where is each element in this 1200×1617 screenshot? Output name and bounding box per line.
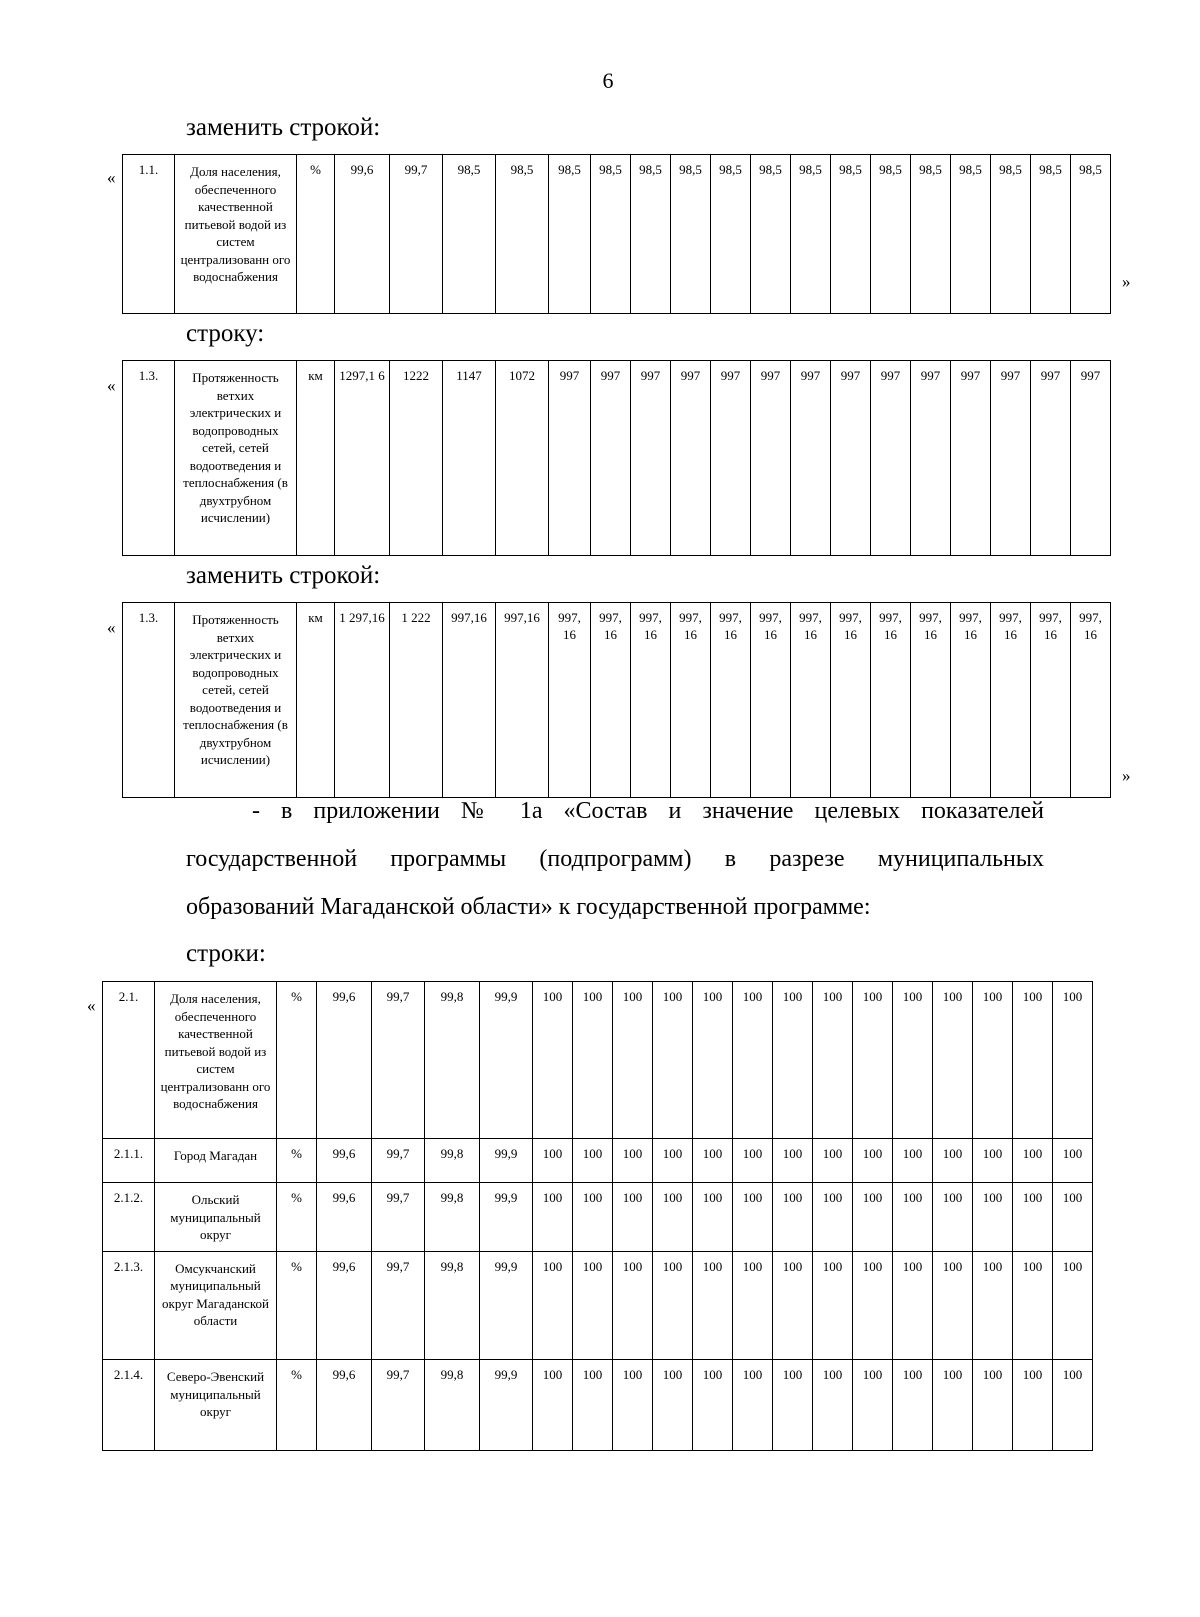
value-cell: 99,8 — [425, 1360, 480, 1451]
value-cell: 100 — [653, 1183, 693, 1251]
value-cell: 997 — [631, 361, 671, 556]
value-cell: 997 — [991, 361, 1031, 556]
table-row — [103, 1183, 1134, 1251]
table-new-1-3 — [122, 602, 1153, 798]
value-cell: 997 — [831, 361, 871, 556]
value-cell: 997 — [591, 361, 631, 556]
value-cell: 99,8 — [425, 982, 480, 1139]
indicator-name: Протяженность ветхих электрических и водопроводных сетей, сетей водоотведения и теплоснабжения (в двухтрубном исчислении) — [175, 361, 297, 556]
value-cell: 99,8 — [425, 1183, 480, 1251]
value-cell: 997, 16 — [911, 603, 951, 798]
value-cell: 99,7 — [372, 1139, 425, 1183]
value-cell: 100 — [773, 1139, 813, 1183]
value-cell: 100 — [613, 1183, 653, 1251]
value-cell: 997,16 — [496, 603, 549, 798]
value-cell: 100 — [973, 1251, 1013, 1360]
value-cell: 100 — [533, 1139, 573, 1183]
value-cell: 98,5 — [671, 155, 711, 314]
value-cell: 99,6 — [335, 155, 390, 314]
value-cell: 99,6 — [317, 982, 372, 1139]
value-cell: 100 — [933, 1183, 973, 1251]
value-cell: 997, 16 — [831, 603, 871, 798]
open-quote-1: « — [107, 168, 116, 187]
value-cell: 997, 16 — [671, 603, 711, 798]
value-cell: 100 — [973, 982, 1013, 1139]
value-cell: 100 — [1053, 1139, 1093, 1183]
value-cell: 98,5 — [443, 155, 496, 314]
value-cell: 100 — [773, 1251, 813, 1360]
indicator-name: Северо-Эвенский муниципальный округ — [155, 1360, 277, 1451]
value-cell: 99,6 — [317, 1360, 372, 1451]
indicator-name: Ольский муниципальный округ — [155, 1183, 277, 1251]
value-cell: 100 — [933, 1139, 973, 1183]
value-cell: 100 — [613, 1139, 653, 1183]
table-row — [123, 361, 1153, 556]
open-quote-3: « — [107, 618, 116, 637]
value-cell: 1222 — [390, 361, 443, 556]
paragraph-line-2: государственной программы (подпрограмм) в разрезе муниципальных — [186, 846, 1044, 872]
value-cell: 997, 16 — [1071, 603, 1111, 798]
value-cell: 100 — [813, 1183, 853, 1251]
value-cell: 100 — [693, 1360, 733, 1451]
unit: % — [297, 155, 335, 314]
unit: км — [297, 603, 335, 798]
value-cell: 99,7 — [390, 155, 443, 314]
value-cell: 98,5 — [1031, 155, 1071, 314]
unit: % — [277, 1360, 317, 1451]
value-cell: 997, 16 — [711, 603, 751, 798]
indicator-name: Доля населения, обеспеченного качественной питьевой водой из систем централизованн ого водоснабжения — [155, 982, 277, 1139]
value-cell: 100 — [533, 1251, 573, 1360]
value-cell: 1147 — [443, 361, 496, 556]
value-cell: 100 — [773, 1360, 813, 1451]
value-cell: 100 — [773, 982, 813, 1139]
value-cell: 100 — [893, 982, 933, 1139]
value-cell: 997 — [911, 361, 951, 556]
value-cell: 99,9 — [480, 982, 533, 1139]
value-cell: 99,6 — [317, 1183, 372, 1251]
value-cell: 997, 16 — [549, 603, 591, 798]
value-cell: 100 — [733, 982, 773, 1139]
table-row — [103, 1139, 1134, 1183]
table-row — [103, 1360, 1134, 1451]
indicator-name: Протяженность ветхих электрических и водопроводных сетей, сетей водоотведения и теплоснабжения (в двухтрубном исчислении) — [175, 603, 297, 798]
value-cell: 1072 — [496, 361, 549, 556]
value-cell: 997, 16 — [871, 603, 911, 798]
value-cell: 98,5 — [711, 155, 751, 314]
value-cell: 997 — [1031, 361, 1071, 556]
indicator-name: Доля населения, обеспеченного качественной питьевой водой из систем централизованн ого водоснабжения — [175, 155, 297, 314]
row-number: 2.1. — [103, 982, 155, 1139]
table-row — [103, 1251, 1134, 1360]
value-cell: 100 — [1053, 1251, 1093, 1360]
value-cell: 99,8 — [425, 1139, 480, 1183]
value-cell: 100 — [533, 1183, 573, 1251]
value-cell: 100 — [573, 1139, 613, 1183]
replace-heading-1: заменить строкой: — [186, 114, 381, 141]
table-appendix-1a — [102, 981, 1134, 1451]
value-cell: 100 — [933, 1251, 973, 1360]
value-cell: 98,5 — [631, 155, 671, 314]
value-cell: 99,6 — [317, 1251, 372, 1360]
value-cell: 100 — [1053, 1360, 1093, 1451]
value-cell: 1 297,16 — [335, 603, 390, 798]
value-cell: 98,5 — [991, 155, 1031, 314]
value-cell: 997, 16 — [751, 603, 791, 798]
value-cell: 100 — [613, 1360, 653, 1451]
value-cell: 100 — [893, 1251, 933, 1360]
value-cell: 99,7 — [372, 1183, 425, 1251]
value-cell: 100 — [693, 1139, 733, 1183]
value-cell: 98,5 — [496, 155, 549, 314]
value-cell: 997 — [711, 361, 751, 556]
value-cell: 997 — [791, 361, 831, 556]
value-cell: 98,5 — [1071, 155, 1111, 314]
value-cell: 100 — [653, 1139, 693, 1183]
open-quote-2: « — [107, 376, 116, 395]
value-cell: 100 — [573, 1183, 613, 1251]
value-cell: 997, 16 — [631, 603, 671, 798]
row-number: 2.1.2. — [103, 1183, 155, 1251]
value-cell: 100 — [573, 1251, 613, 1360]
unit: % — [277, 982, 317, 1139]
table-row — [123, 155, 1153, 314]
value-cell: 99,9 — [480, 1183, 533, 1251]
page-number: 6 — [602, 68, 614, 93]
value-cell: 997 — [951, 361, 991, 556]
value-cell: 997,16 — [443, 603, 496, 798]
value-cell: 997 — [871, 361, 911, 556]
value-cell: 99,7 — [372, 982, 425, 1139]
value-cell: 100 — [653, 1251, 693, 1360]
value-cell: 100 — [573, 982, 613, 1139]
value-cell: 100 — [1013, 982, 1053, 1139]
value-cell: 997 — [671, 361, 711, 556]
value-cell: 98,5 — [751, 155, 791, 314]
unit: % — [277, 1251, 317, 1360]
unit: % — [277, 1139, 317, 1183]
value-cell: 100 — [1013, 1251, 1053, 1360]
value-cell: 100 — [853, 982, 893, 1139]
value-cell: 100 — [933, 1360, 973, 1451]
unit: % — [277, 1183, 317, 1251]
value-cell: 100 — [893, 1139, 933, 1183]
value-cell: 100 — [533, 1360, 573, 1451]
value-cell: 98,5 — [791, 155, 831, 314]
close-quote-3: » — [1122, 766, 1131, 785]
row-number: 2.1.1. — [103, 1139, 155, 1183]
close-quote-1: » — [1122, 272, 1131, 291]
value-cell: 100 — [973, 1139, 1013, 1183]
table-replace-1-1 — [122, 154, 1153, 314]
value-cell: 1297,1 6 — [335, 361, 390, 556]
paragraph-line-3: образований Магаданской области» к государственной программе: — [186, 894, 871, 920]
value-cell: 99,9 — [480, 1251, 533, 1360]
value-cell: 100 — [733, 1251, 773, 1360]
table-row — [103, 982, 1134, 1139]
row-number: 1.3. — [123, 603, 175, 798]
value-cell: 100 — [853, 1139, 893, 1183]
value-cell: 100 — [693, 982, 733, 1139]
value-cell: 100 — [1053, 982, 1093, 1139]
rows-heading: строки: — [186, 940, 266, 967]
value-cell: 100 — [853, 1183, 893, 1251]
value-cell: 100 — [1053, 1183, 1093, 1251]
value-cell: 100 — [1013, 1360, 1053, 1451]
value-cell: 100 — [573, 1360, 613, 1451]
value-cell: 99,9 — [480, 1360, 533, 1451]
value-cell: 100 — [973, 1360, 1013, 1451]
value-cell: 100 — [773, 1183, 813, 1251]
value-cell: 98,5 — [549, 155, 591, 314]
table-old-1-3 — [122, 360, 1153, 556]
open-quote-4: « — [87, 996, 96, 1015]
value-cell: 100 — [813, 1139, 853, 1183]
unit: км — [297, 361, 335, 556]
value-cell: 100 — [893, 1183, 933, 1251]
paragraph-line-1: - в приложении № 1а «Состав и значение целевых показателей — [252, 798, 1044, 824]
value-cell: 100 — [973, 1183, 1013, 1251]
value-cell: 997, 16 — [591, 603, 631, 798]
value-cell: 100 — [893, 1360, 933, 1451]
value-cell: 1 222 — [390, 603, 443, 798]
value-cell: 100 — [653, 1360, 693, 1451]
value-cell: 997, 16 — [991, 603, 1031, 798]
value-cell: 100 — [653, 982, 693, 1139]
value-cell: 100 — [613, 982, 653, 1139]
indicator-name: Город Магадан — [155, 1139, 277, 1183]
value-cell: 997, 16 — [791, 603, 831, 798]
value-cell: 100 — [1013, 1183, 1053, 1251]
value-cell: 100 — [813, 1360, 853, 1451]
value-cell: 98,5 — [911, 155, 951, 314]
value-cell: 99,6 — [317, 1139, 372, 1183]
value-cell: 99,8 — [425, 1251, 480, 1360]
row-number: 1.3. — [123, 361, 175, 556]
value-cell: 100 — [733, 1360, 773, 1451]
value-cell: 100 — [533, 982, 573, 1139]
value-cell: 100 — [733, 1139, 773, 1183]
value-cell: 997 — [549, 361, 591, 556]
value-cell: 997, 16 — [951, 603, 991, 798]
value-cell: 100 — [1013, 1139, 1053, 1183]
value-cell: 100 — [613, 1251, 653, 1360]
value-cell: 100 — [733, 1183, 773, 1251]
value-cell: 997 — [751, 361, 791, 556]
row-number: 2.1.3. — [103, 1251, 155, 1360]
value-cell: 99,7 — [372, 1360, 425, 1451]
value-cell: 99,9 — [480, 1139, 533, 1183]
table-row — [123, 603, 1153, 798]
value-cell: 98,5 — [871, 155, 911, 314]
value-cell: 98,5 — [951, 155, 991, 314]
row-number: 1.1. — [123, 155, 175, 314]
value-cell: 100 — [693, 1251, 733, 1360]
value-cell: 99,7 — [372, 1251, 425, 1360]
row-number: 2.1.4. — [103, 1360, 155, 1451]
value-cell: 98,5 — [591, 155, 631, 314]
indicator-name: Омсукчанский муниципальный округ Магаданской области — [155, 1251, 277, 1360]
value-cell: 997 — [1071, 361, 1111, 556]
value-cell: 100 — [933, 982, 973, 1139]
value-cell: 98,5 — [831, 155, 871, 314]
value-cell: 100 — [853, 1360, 893, 1451]
value-cell: 100 — [693, 1183, 733, 1251]
value-cell: 997, 16 — [1031, 603, 1071, 798]
row-heading: строку: — [186, 320, 265, 347]
value-cell: 100 — [813, 1251, 853, 1360]
value-cell: 100 — [813, 982, 853, 1139]
value-cell: 100 — [853, 1251, 893, 1360]
replace-heading-2: заменить строкой: — [186, 562, 381, 589]
